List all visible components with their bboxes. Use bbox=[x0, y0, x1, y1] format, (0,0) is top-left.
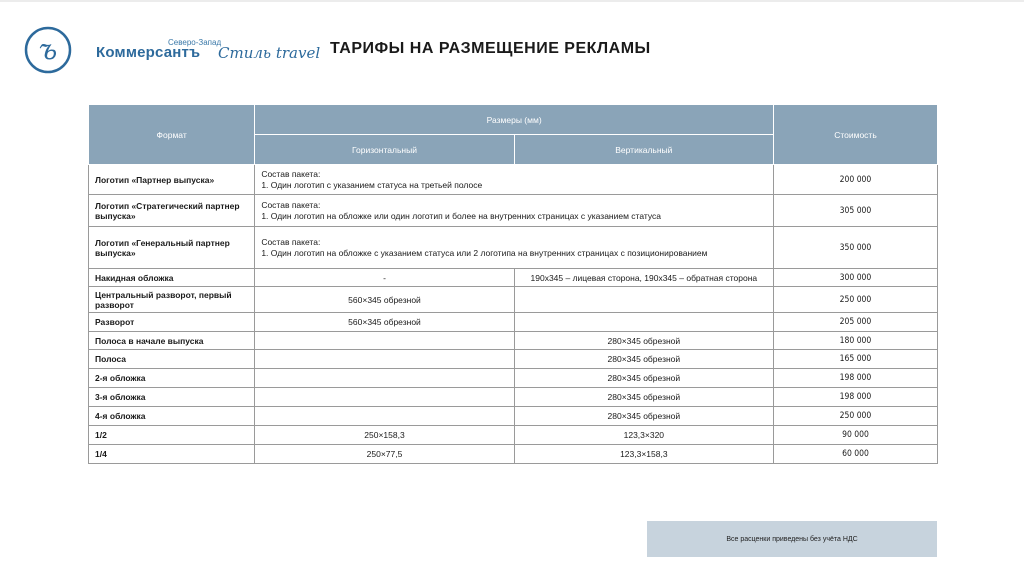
horizontal-size-cell bbox=[255, 388, 514, 407]
horizontal-size-cell: 560×345 обрезной bbox=[255, 313, 514, 332]
price-cell: 198 000 bbox=[773, 388, 937, 407]
header-sizes: Размеры (мм) bbox=[255, 105, 774, 135]
top-divider bbox=[0, 0, 1024, 2]
format-cell: Логотип «Стратегический партнер выпуска» bbox=[89, 195, 255, 227]
brand-region: Северо-Запад bbox=[168, 38, 222, 47]
format-cell: Разворот bbox=[89, 313, 255, 332]
package-cell bbox=[255, 165, 774, 195]
table-row bbox=[89, 445, 938, 464]
package-cell bbox=[255, 227, 774, 269]
table-row bbox=[89, 165, 938, 195]
horizontal-size-cell: 560×345 обрезной bbox=[255, 287, 514, 313]
price-cell: 250 000 bbox=[773, 407, 937, 426]
format-cell: 4-я обложка bbox=[89, 407, 255, 426]
price-cell: 60 000 bbox=[773, 445, 937, 464]
format-cell: Логотип «Генеральный партнер выпуска» bbox=[89, 227, 255, 269]
price-cell: 250 000 bbox=[773, 287, 937, 313]
header-horizontal: Горизонтальный bbox=[255, 135, 514, 165]
vertical-size-cell: 280×345 обрезной bbox=[514, 388, 773, 407]
format-cell: Логотип «Партнер выпуска» bbox=[89, 165, 255, 195]
horizontal-size-cell: - bbox=[255, 269, 514, 287]
format-cell: 1/4 bbox=[89, 445, 255, 464]
format-cell: 3-я обложка bbox=[89, 388, 255, 407]
horizontal-size-cell bbox=[255, 369, 514, 388]
table-row bbox=[89, 313, 938, 332]
format-cell: Полоса bbox=[89, 350, 255, 369]
price-cell: 300 000 bbox=[773, 269, 937, 287]
vertical-size-cell bbox=[514, 287, 773, 313]
page-title: ТАРИФЫ НА РАЗМЕЩЕНИЕ РЕКЛАМЫ bbox=[330, 40, 651, 57]
table-row bbox=[89, 388, 938, 407]
format-cell: Накидная обложка bbox=[89, 269, 255, 287]
price-cell: 305 000 bbox=[773, 195, 937, 227]
package-title: Состав пакета: bbox=[261, 199, 321, 210]
format-cell: Центральный разворот, первый разворот bbox=[89, 287, 255, 313]
table-row bbox=[89, 195, 938, 227]
table-row bbox=[89, 227, 938, 269]
price-cell: 205 000 bbox=[773, 313, 937, 332]
vertical-size-cell: 123,3×158,3 bbox=[514, 445, 773, 464]
vertical-size-cell: 190x345 – лицевая сторона, 190x345 – обратная сторона bbox=[514, 269, 773, 287]
horizontal-size-cell: 250×77,5 bbox=[255, 445, 514, 464]
package-item: 1. Один логотип на обложке с указанием статуса или 2 логотипа на внутренних страницах с позиционированием bbox=[261, 247, 708, 258]
brand-subtitle: Стиль travel bbox=[218, 44, 321, 62]
price-cell: 198 000 bbox=[773, 369, 937, 388]
vertical-size-cell: 280×345 обрезной bbox=[514, 332, 773, 350]
table-row bbox=[89, 407, 938, 426]
table-row bbox=[89, 269, 938, 287]
vertical-size-cell: 280×345 обрезной bbox=[514, 369, 773, 388]
format-cell: Полоса в начале выпуска bbox=[89, 332, 255, 350]
svg-text:ъ: ъ bbox=[38, 33, 58, 66]
vat-footnote: Все расценки приведены без учёта НДС bbox=[647, 521, 937, 557]
format-cell: 2-я обложка bbox=[89, 369, 255, 388]
table-row bbox=[89, 426, 938, 445]
header-format: Формат bbox=[89, 105, 255, 165]
table-row bbox=[89, 287, 938, 313]
vertical-size-cell bbox=[514, 313, 773, 332]
package-title: Состав пакета: bbox=[261, 236, 321, 247]
vertical-size-cell: 123,3×320 bbox=[514, 426, 773, 445]
brand-name: Коммерсантъ bbox=[96, 44, 201, 61]
package-cell bbox=[255, 195, 774, 227]
price-cell: 165 000 bbox=[773, 350, 937, 369]
format-cell: 1/2 bbox=[89, 426, 255, 445]
table-row bbox=[89, 350, 938, 369]
table-row bbox=[89, 369, 938, 388]
vertical-size-cell: 280×345 обрезной bbox=[514, 350, 773, 369]
horizontal-size-cell bbox=[255, 350, 514, 369]
price-cell: 350 000 bbox=[773, 227, 937, 269]
rates-table bbox=[88, 104, 938, 464]
package-item: 1. Один логотип на обложке или один логотип и более на внутренних страницах с указанием статуса bbox=[261, 210, 662, 221]
table-row bbox=[89, 332, 938, 350]
package-title: Состав пакета: bbox=[261, 168, 321, 179]
header-vertical: Вертикальный bbox=[514, 135, 773, 165]
price-cell: 90 000 bbox=[773, 426, 937, 445]
vertical-size-cell: 280×345 обрезной bbox=[514, 407, 773, 426]
horizontal-size-cell bbox=[255, 407, 514, 426]
kommersant-logo bbox=[24, 26, 72, 74]
header-cost: Стоимость bbox=[773, 105, 937, 165]
horizontal-size-cell: 250×158,3 bbox=[255, 426, 514, 445]
price-cell: 200 000 bbox=[773, 165, 937, 195]
package-item: 1. Один логотип с указанием статуса на третьей полосе bbox=[261, 179, 483, 190]
price-cell: 180 000 bbox=[773, 332, 937, 350]
horizontal-size-cell bbox=[255, 332, 514, 350]
